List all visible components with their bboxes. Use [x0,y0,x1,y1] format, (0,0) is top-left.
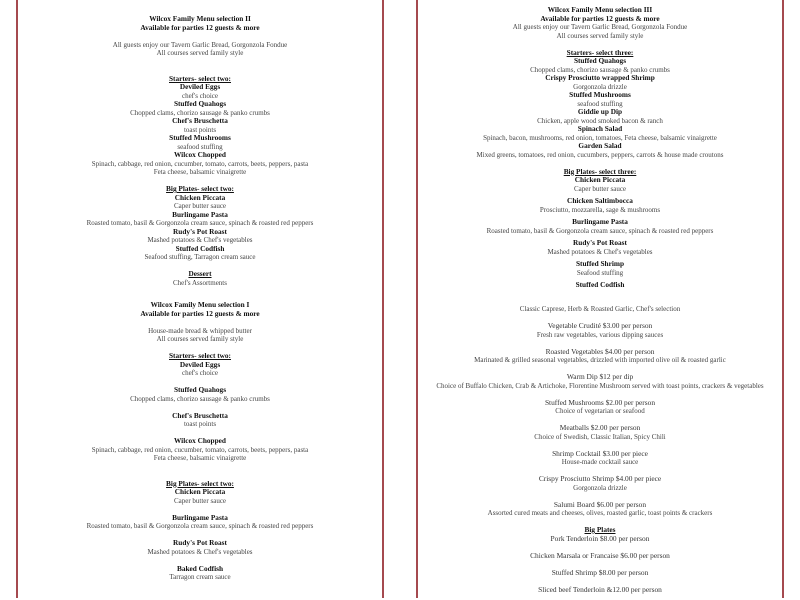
dish-description: House-made cocktail sauce [561,458,639,466]
dish-description: Spinach, cabbage, red onion, cucumber, tomato, carrots, beets, peppers, pasta [91,445,309,454]
section-heading: Starters- select two: [169,351,231,360]
dish-name: Giddie up Dip [577,107,623,116]
dish-description: Caper butter sauce [173,496,227,505]
menu-title: Wilcox Family Menu selection I [150,300,250,309]
dish-name: Crispy Prosciutto wrapped Shrimp [545,73,655,82]
dish-description: Chef's Assortments [173,278,227,287]
dish-description: seafood stuffing [177,142,223,151]
dish-description: All guests enjoy our Tavern Garlic Bread, Gorgonzola Fondue [112,40,288,49]
section-heading: Starters- select two: [169,73,231,83]
priced-item: Meatballs $2.00 per person [559,423,641,432]
spacer [18,463,382,480]
priced-item: Chicken Marsala or Francaise $6.00 per person [530,550,670,560]
menu-page-selection-1 [0,298,400,598]
dish-description: All courses served family style [156,335,244,343]
dish-description: Chopped clams, chorizo sausage & panko crumbs [530,65,670,74]
priced-item: Shrimp Cocktail $3.00 per piece [552,448,648,458]
dish-name: Chef's Bruschetta [172,410,228,420]
spacer [18,318,382,327]
dish-description: Marinated & grilled seasonal vegetables, drizzled with imported olive oil & roasted garlic [474,356,726,364]
dish-name: Deviled Eggs [179,82,221,91]
dish-description: Gorgonzola drizzle [573,82,627,91]
dish-description: Mashed potatoes & Chef's vegetables [547,247,653,256]
spacer [18,58,382,75]
dish-description: Caper butter sauce [573,184,627,193]
dish-name: Deviled Eggs [179,359,221,369]
dish-description: All guests enjoy our Tavern Garlic Bread, Gorgonzola Fondue [512,23,688,31]
dish-name: Chicken Piccata [174,487,226,496]
dish-description: All courses served family style [156,49,244,57]
dish-description: Seafood stuffing [576,268,624,277]
dish-description: Feta cheese, balsamic vinaigrette [153,168,247,176]
dish-name: Stuffed Codfish [175,243,225,253]
dish-description: Chicken, apple wood smoked bacon & ranch [537,116,663,125]
priced-item: Salumi Board $6.00 per person [553,499,647,509]
dish-name: Stuffed Mushrooms [169,133,231,142]
dish-description: Seafood stuffing, Tarragon cream sauce [144,253,256,261]
dish-description: Spinach, cabbage, red onion, cucumber, tomato, carrots, beets, peppers, pasta [91,159,309,168]
dish-name: Rudy's Pot Roast [173,538,227,547]
priced-item: Sliced beef Tenderloin &12.00 per person [538,584,662,594]
dish-description: House-made bread & whipped butter [148,326,252,335]
dish-description: Classic Caprese, Herb & Roasted Garlic, Chef's selection [519,305,681,313]
section-heading: Big Plates- select two: [166,478,234,488]
menu-page-selection-2 [0,0,400,300]
menu-page-selection-3 [400,0,800,300]
dish-name: Stuffed Quahogs [573,56,627,65]
menu-title: Wilcox Family Menu selection III [547,5,653,14]
menu-title: Wilcox Family Menu selection II [149,14,251,23]
dish-name: Stuffed Quahogs [173,99,227,108]
dish-name: Baked Codfish [176,563,224,573]
dish-description: toast points [183,420,217,428]
dish-description: Roasted tomato, basil & Gorgonzola cream sauce, spinach & roasted red peppers [86,219,314,227]
dish-name: Chef's Bruschetta [172,116,228,125]
dish-description: Mashed potatoes & Chef's vegetables [147,236,253,244]
dish-name: Garden Salad [578,141,622,150]
dish-name: Chicken Saltimbocca [567,196,633,205]
dish-name: Burlingame Pasta [172,512,228,522]
dish-description: Gorgonzola drizzle [573,483,627,492]
section-heading: Big Plates- select two: [166,184,234,193]
dish-name: Rudy's Pot Roast [173,226,227,236]
menu-page-a-la-carte [400,298,800,598]
priced-item: Vegetable Crudité $3.00 per person [547,321,653,330]
dish-name: Stuffed Codfish [575,280,625,289]
dish-description: chef's choice [181,369,219,377]
dish-name: Wilcox Chopped [174,150,226,159]
priced-item: Stuffed Shrimp $8.00 per person [551,567,649,577]
priced-item: Pork Tenderloin $8.00 per person [550,533,650,543]
menu-content [18,15,382,287]
section-heading: Big Plates [584,525,616,534]
dish-description: Prosciutto, mozzarella, sage & mushrooms [539,205,661,214]
menu-title: Available for parties 12 guests & more [540,13,660,23]
dish-description: Chopped clams, chorizo sausage & panko crumbs [130,394,270,403]
priced-item: Warm Dip $12 per dip [566,372,634,381]
menu-title: Available for parties 12 guests & more [140,308,260,318]
dish-description: Choice of Swedish, Classic Italian, Spicy Chili [534,432,666,441]
section-heading: Dessert [188,269,212,278]
dish-description: All courses served family style [556,31,644,40]
priced-item: Crispy Prosciutto Shrimp $4.00 per piece [538,474,662,483]
dish-name: Burlingame Pasta [572,217,628,226]
priced-item: Roasted Vegetables $4.00 per person [545,346,655,356]
priced-item: Stuffed Mushrooms $2.00 per person [544,397,656,407]
dish-name: Wilcox Chopped [174,436,226,445]
dish-name: Stuffed Mushrooms [569,90,631,99]
dish-name: Chicken Piccata [574,175,626,184]
dish-description: Roasted tomato, basil & Gorgonzola cream sauce, spinach & roasted red peppers [486,226,714,235]
dish-description: Fresh raw vegetables, various dipping sauces [536,330,664,339]
dish-description: Assorted cured meats and cheeses, olives, roasted garlic, toast points & crackers [487,509,713,517]
dish-description: Caper butter sauce [173,202,227,210]
dish-name: Spinach Salad [577,124,623,133]
dish-description: Mixed greens, tomatoes, red onion, cucumbers, peppers, carrots & house made croutons [476,150,724,159]
dish-description: chef's choice [181,91,219,100]
dish-description: Spinach, bacon, mushrooms, red onion, tomatoes, Feta cheese, balsamic vinaigrette [483,133,717,142]
dish-description: Tarragon cream sauce [169,573,231,581]
dish-description: Mashed potatoes & Chef's vegetables [147,547,253,556]
dish-description: Chopped clams, chorizo sausage & panko crumbs [130,108,270,117]
dish-description: toast points [183,125,217,134]
dish-description: Choice of Buffalo Chicken, Crab & Artichoke, Florentine Mushroom served with toast points, crackers & vegetables [436,381,764,390]
dish-name: Chicken Piccata [174,192,226,202]
dish-name: Stuffed Quahogs [173,385,227,394]
dish-name: Stuffed Shrimp [575,259,625,268]
dish-description: Feta cheese, balsamic vinaigrette [153,454,247,462]
dish-name: Rudy's Pot Roast [573,238,627,247]
dish-description: Choice of vegetarian or seafood [555,407,645,415]
dish-description: Roasted tomato, basil & Gorgonzola cream sauce, spinach & roasted red peppers [86,522,314,530]
dish-description: seafood stuffing [577,99,623,108]
menu-title: Available for parties 12 guests & more [140,22,260,32]
section-heading: Starters- select three: [566,47,634,57]
section-heading: Big Plates- select three: [563,166,637,176]
dish-name: Burlingame Pasta [172,209,228,219]
spacer [18,32,382,41]
menu-content [18,301,382,582]
menu-content [418,305,782,594]
menu-content [418,6,782,290]
